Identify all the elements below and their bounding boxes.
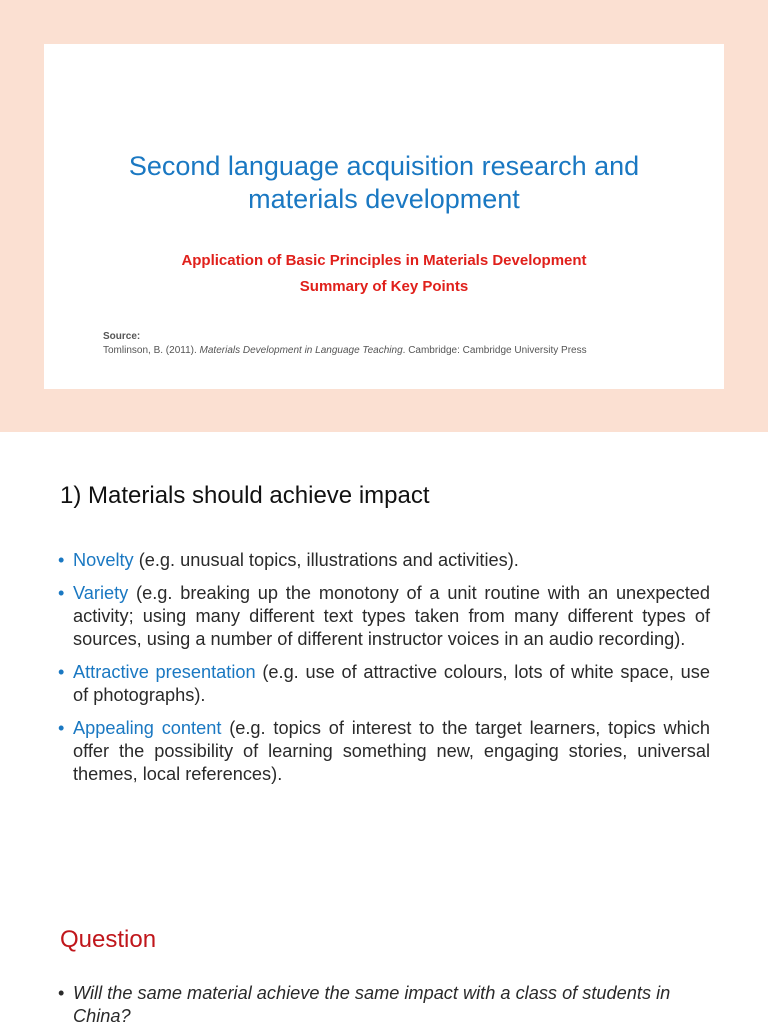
bullet-icon: •: [58, 662, 65, 682]
question-slide: [0, 920, 768, 1024]
list-item: [58, 549, 710, 572]
question-text: Will the same material achieve the same impact with a class of students in China?: [73, 983, 671, 1026]
bullet-term: Attractive presentation: [73, 662, 256, 682]
bullet-term: Variety: [73, 583, 129, 603]
content-heading: 1) Materials should achieve impact: [60, 482, 430, 509]
source-book-title: Materials Development in Language Teaching: [199, 345, 403, 356]
bullet-text: (e.g. breaking up the monotony of a unit routine with an unexpected activity; using many different text types taken from many different types of sources, using a number of different instructor voices in an audio recording).: [73, 583, 710, 649]
list-item: [58, 582, 710, 651]
source-label: Source:: [103, 331, 141, 342]
bullet-icon: •: [58, 583, 65, 603]
bullet-text: (e.g. topics of interest to the target learners, topics which offer the possibility of learning something new, engaging stories, universal themes, local references).: [73, 718, 710, 784]
bullet-icon: •: [58, 718, 65, 738]
content-slide: [0, 432, 768, 920]
subtitle: [0, 248, 768, 300]
question-list: [58, 982, 710, 1028]
bullet-term: Novelty: [73, 550, 134, 570]
main-title-line-1: Second language acquisition research and: [128, 151, 640, 181]
bullet-text: (e.g. unusual topics, illustrations and activities).: [133, 550, 519, 570]
bullet-icon: •: [58, 983, 65, 1003]
bullet-list: [58, 549, 710, 796]
list-item: [58, 661, 710, 707]
bullet-icon: •: [58, 550, 65, 570]
bullet-term: Appealing content: [73, 718, 222, 738]
list-item: [58, 717, 710, 786]
subtitle-line-2: Summary of Key Points: [299, 278, 469, 295]
source-citation: [103, 330, 587, 358]
source-publisher: . Cambridge: Cambridge University Press: [402, 345, 587, 356]
bullet-text: (e.g. use of attractive colours, lots of white space, use of photographs).: [73, 662, 710, 705]
source-author: Tomlinson, B. (2011).: [103, 345, 200, 356]
main-title-line-2: materials development: [248, 184, 520, 214]
question-heading: Question: [60, 926, 157, 953]
source-reference: [103, 345, 587, 356]
main-title: [0, 150, 768, 216]
subtitle-line-1: Application of Basic Principles in Materials Development: [181, 252, 587, 269]
title-slide: [0, 0, 768, 432]
question-item: [58, 982, 710, 1028]
